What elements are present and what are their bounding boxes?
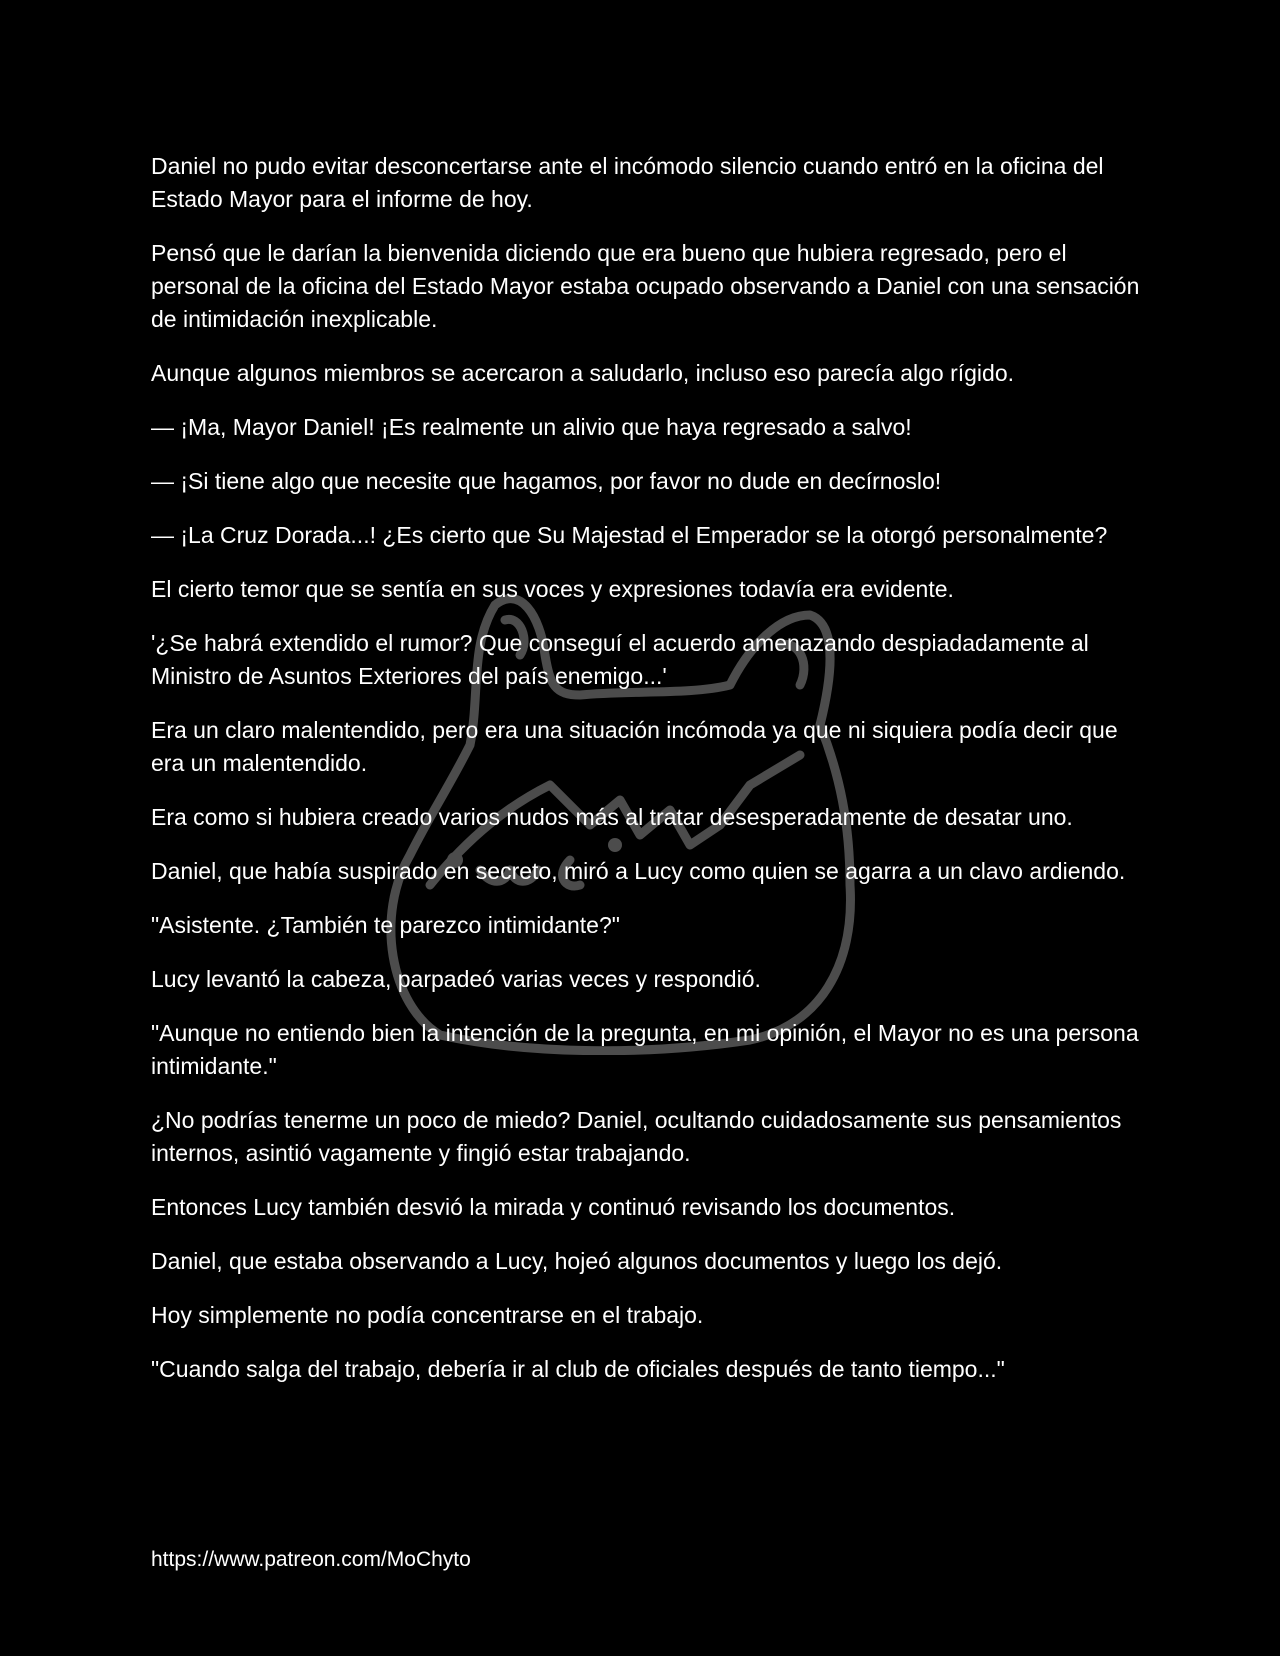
paragraph: "Aunque no entiendo bien la intención de la pregunta, en mi opinión, el Mayor no es una persona intimidante.": [151, 1020, 1139, 1079]
paragraph: Era un claro malentendido, pero era una situación incómoda ya que ni siquiera podía decir que era un malentendido.: [151, 717, 1118, 776]
paragraph: Era como si hubiera creado varios nudos más al tratar desesperadamente de desatar uno.: [151, 804, 1073, 830]
paragraph: '¿Se habrá extendido el rumor? Que conseguí el acuerdo amenazando despiadadamente al Ministro de Asuntos Exteriores del país enemigo...': [151, 630, 1089, 689]
patreon-link[interactable]: https://www.patreon.com/MoChyto: [151, 1548, 471, 1571]
paragraph: Hoy simplemente no podía concentrarse en el trabajo.: [151, 1302, 704, 1328]
paragraph: Pensó que le darían la bienvenida diciendo que era bueno que hubiera regresado, pero el personal de la oficina del Estado Mayor estaba ocupado observando a Daniel con una sensación de intimidación inexplicable.: [151, 240, 1140, 332]
paragraph: Daniel, que estaba observando a Lucy, hojeó algunos documentos y luego los dejó.: [151, 1248, 1003, 1274]
paragraph: "Cuando salga del trabajo, debería ir al club de oficiales después de tanto tiempo...": [151, 1356, 1005, 1382]
paragraph: — ¡Si tiene algo que necesite que hagamos, por favor no dude en decírnoslo!: [151, 468, 942, 494]
paragraph: Entonces Lucy también desvió la mirada y continuó revisando los documentos.: [151, 1194, 956, 1220]
paragraph: — ¡La Cruz Dorada...! ¿Es cierto que Su Majestad el Emperador se la otorgó personalmente?: [151, 522, 1108, 548]
paragraph: — ¡Ma, Mayor Daniel! ¡Es realmente un alivio que haya regresado a salvo!: [151, 414, 912, 440]
chapter-text: [151, 150, 1141, 1407]
paragraph: "Asistente. ¿También te parezco intimidante?": [151, 912, 620, 938]
paragraph: Aunque algunos miembros se acercaron a saludarlo, incluso eso parecía algo rígido.: [151, 360, 1015, 386]
paragraph: Daniel no pudo evitar desconcertarse ante el incómodo silencio cuando entró en la oficina del Estado Mayor para el informe de hoy.: [151, 153, 1104, 212]
paragraph: Daniel, que había suspirado en secreto, miró a Lucy como quien se agarra a un clavo ardiendo.: [151, 858, 1126, 884]
paragraph: Lucy levantó la cabeza, parpadeó varias veces y respondió.: [151, 966, 761, 992]
paragraph: El cierto temor que se sentía en sus voces y expresiones todavía era evidente.: [151, 576, 954, 602]
paragraph: ¿No podrías tenerme un poco de miedo? Daniel, ocultando cuidadosamente sus pensamientos internos, asintió vagamente y fingió estar trabajando.: [151, 1107, 1122, 1166]
